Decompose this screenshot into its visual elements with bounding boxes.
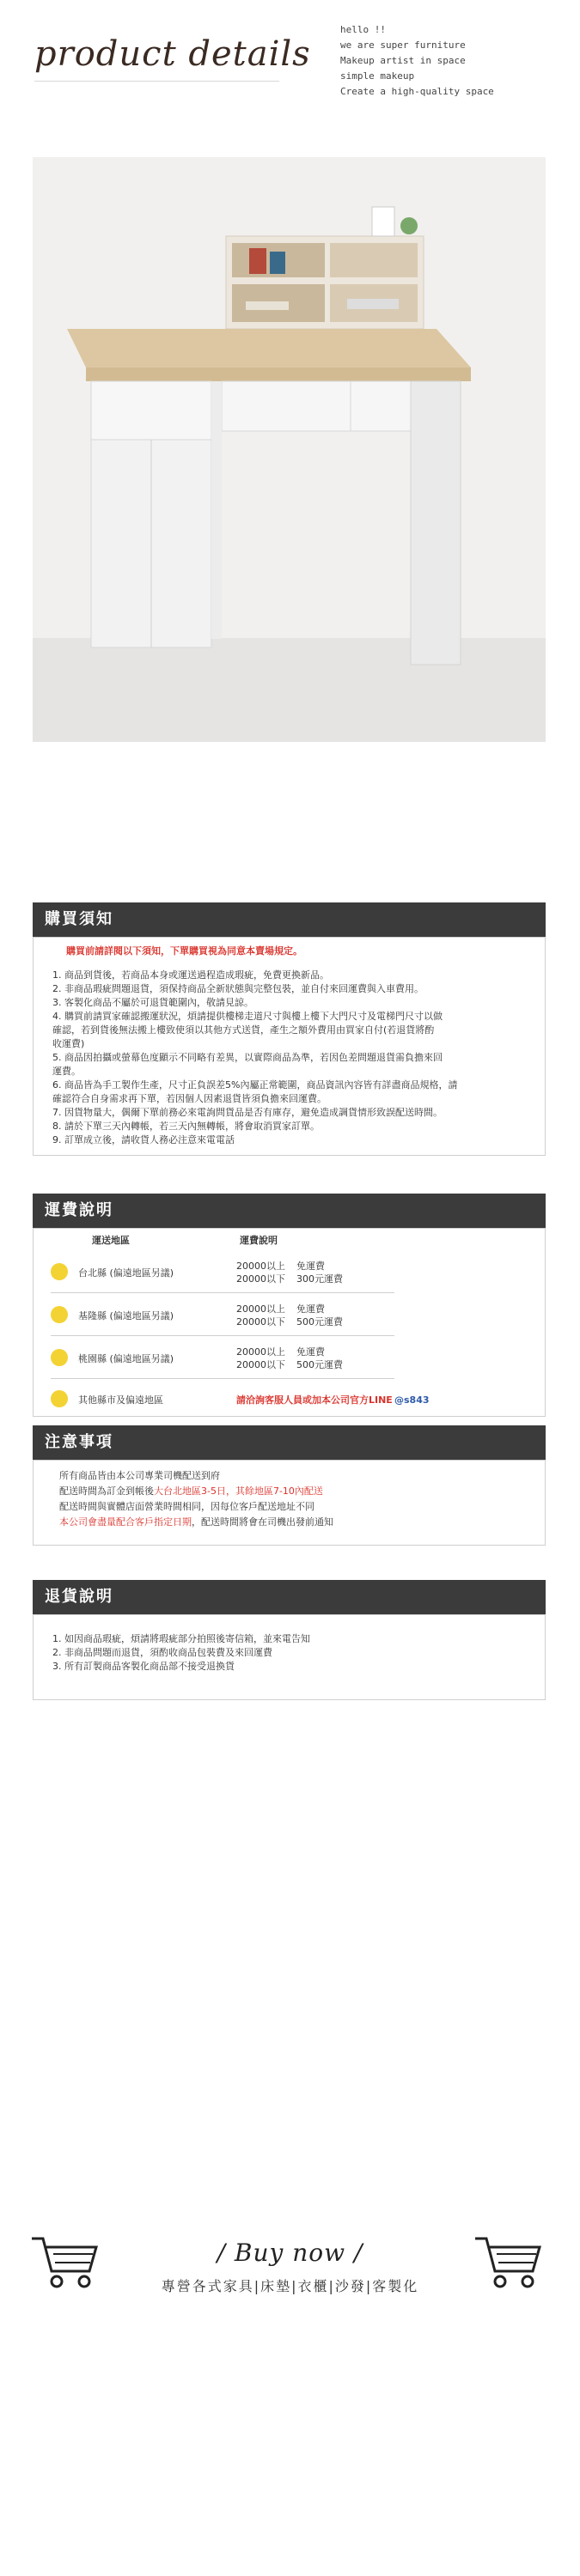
- fee-value: 免運費: [296, 1346, 325, 1358]
- list-item: 7. 因貨物量大，偶爾下單前務必來電詢問貨品是否有庫存，避免造成調貨情形致誤配送時間。: [52, 1107, 443, 1118]
- returns-heading: 退貨說明: [33, 1580, 546, 1614]
- fee-threshold: 20000以下: [236, 1273, 285, 1285]
- bullet-dot: [51, 1349, 68, 1366]
- fee-threshold: 20000以上: [236, 1261, 285, 1272]
- tagline-line: simple makeup: [340, 70, 415, 82]
- fee-threshold: 20000以下: [236, 1359, 285, 1370]
- shipping-box: [33, 1228, 546, 1417]
- returns-list: [52, 1632, 310, 1674]
- attention-highlight: 大台北地區3-5日，其餘地區7-10內配送: [154, 1485, 323, 1497]
- attention-highlight: 本公司會盡量配合客戶指定日期: [59, 1516, 192, 1528]
- fee-threshold: 20000以下: [236, 1316, 285, 1327]
- list-item: 3. 所有訂製商品客製化商品部不接受退換貨: [52, 1661, 235, 1672]
- tagline-line: we are super furniture: [340, 39, 466, 51]
- list-item: 2. 非商品問題而退貨，須酌收商品包裝費及來回運費: [52, 1647, 272, 1658]
- area-name: 台北縣 (偏遠地區另議): [78, 1267, 174, 1279]
- contact-note: 請洽詢客服人員或加本公司官方LINE: [236, 1394, 393, 1406]
- page-title: product details: [34, 34, 311, 74]
- fee-value: 免運費: [296, 1303, 325, 1315]
- notice-heading: 購買須知: [33, 902, 546, 937]
- shipping-heading: 運費說明: [33, 1194, 546, 1228]
- attention-box: [33, 1460, 546, 1546]
- list-item: 2. 非商品瑕疵問題退貨，須保持商品全新狀態與完整包裝，並自付來回運費與入車費用。: [52, 983, 424, 994]
- attention-text: 配送時間為訂金到帳後: [59, 1485, 154, 1497]
- list-item: 收運費): [52, 1038, 85, 1049]
- notice-list: [52, 969, 534, 1147]
- store-subtitle: 專營各式家具|床墊|衣櫃|沙發|客製化: [161, 2278, 419, 2294]
- tagline-line: Makeup artist in space: [340, 55, 466, 66]
- list-item: 9. 訂單成立後，請收貨人務必注意來電電話: [52, 1134, 235, 1145]
- attention-line: 配送時間與實體店面營業時間相同，因每位客戶配送地址不同: [59, 1501, 314, 1512]
- notice-warning: 購買前請詳閱以下須知，下單購買視為同意本賣場規定。: [66, 945, 302, 957]
- desk-illustration: [33, 157, 546, 742]
- list-item: 5. 商品因拍攝或螢幕色度顯示不同略有差異，以實際商品為準，若因色差問題退貨需負擔來回: [52, 1052, 443, 1063]
- fee-value: 300元運費: [296, 1273, 343, 1285]
- area-name: 基隆縣 (偏遠地區另議): [78, 1310, 174, 1321]
- row-divider: [51, 1335, 394, 1336]
- area-name: 其他縣市及偏遠地區: [78, 1394, 163, 1406]
- tagline: [340, 22, 546, 100]
- list-item: 1. 如因商品瑕疵，煩請將瑕疵部分拍照後寄信箱，並來電告知: [52, 1633, 310, 1644]
- list-item: 確認，若到貨後無法搬上樓致使須以其他方式送貨，產生之額外費用由買家自付(若退貨將酌: [52, 1024, 435, 1036]
- row-divider: [51, 1378, 394, 1379]
- fee-threshold: 20000以上: [236, 1303, 285, 1315]
- fee-threshold: 20000以上: [236, 1346, 285, 1358]
- list-item: 8. 請於下單三天內轉帳，若三天內無轉帳，將會取消買家訂單。: [52, 1121, 320, 1132]
- fee-value: 免運費: [296, 1261, 325, 1272]
- col-area-header: 運送地區: [92, 1235, 130, 1246]
- fee-value: 500元運費: [296, 1316, 343, 1327]
- attention-line: [59, 1516, 333, 1529]
- list-item: 6. 商品皆為手工製作生產，尺寸正負誤差5%內屬正常範圍，商品資訊內容皆有詳盡商品規格，請: [52, 1079, 458, 1091]
- attention-line: [59, 1485, 323, 1498]
- bullet-dot: [51, 1306, 68, 1323]
- fee-value: 500元運費: [296, 1359, 343, 1370]
- row-divider: [51, 1292, 394, 1293]
- tagline-line: Create a high-quality space: [340, 86, 494, 97]
- attention-line: 所有商品皆由本公司專業司機配送到府: [59, 1470, 220, 1481]
- title-underline: [34, 81, 279, 82]
- list-item: 3. 客製化商品不屬於可退貨範圍內，敬請見諒。: [52, 997, 253, 1008]
- line-id: @s843: [394, 1394, 430, 1406]
- list-item: 1. 商品到貨後，若商品本身或運送過程造成瑕疵，免費更換新品。: [52, 969, 329, 981]
- list-item: 4. 購買前請買家確認搬運狀況，煩請提供樓梯走道尺寸與樓上樓下大門尺寸及電梯門尺寸以做: [52, 1011, 443, 1022]
- product-photo: [33, 157, 546, 742]
- list-item: 運費。: [52, 1066, 81, 1077]
- tagline-line: hello !!: [340, 24, 386, 35]
- area-name: 桃園縣 (偏遠地區另議): [78, 1353, 174, 1364]
- attention-heading: 注意事項: [33, 1425, 546, 1460]
- col-fee-header: 運費說明: [240, 1235, 278, 1246]
- bullet-dot: [51, 1390, 68, 1407]
- attention-text: ，配送時間將會在司機出發前通知: [192, 1516, 333, 1528]
- returns-box: [33, 1614, 546, 1700]
- notice-box: [33, 937, 546, 1156]
- bullet-dot: [51, 1263, 68, 1280]
- buy-now-heading: / Buy now /: [217, 2239, 363, 2267]
- list-item: 確認符合自身需求再下單，若因個人因素退貨皆須負擔來回運費。: [52, 1093, 327, 1104]
